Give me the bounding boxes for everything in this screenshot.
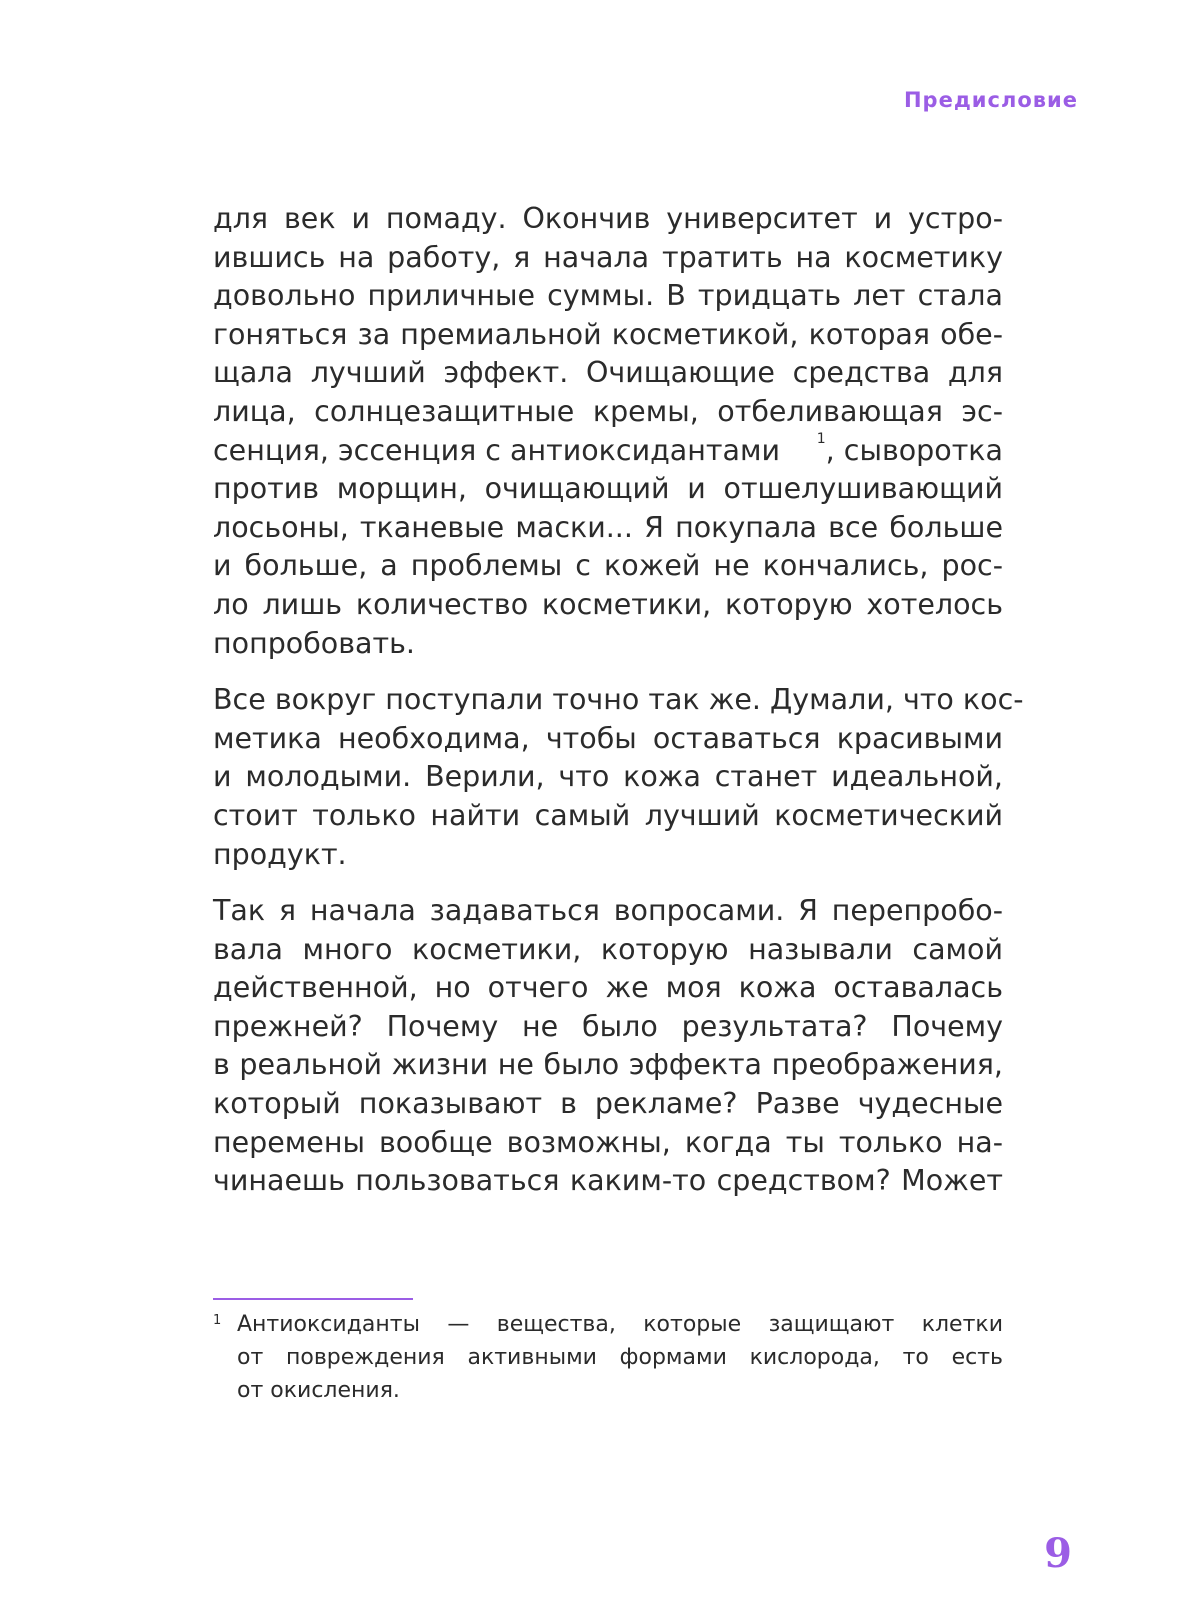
text-segment-lead: сенция, эссенция с антиоксидантами [213,433,780,467]
text-line: лица, солнцезащитные кремы, отбеливающая эс- [213,394,1003,428]
text-line: чинаешь пользоваться каким-то средством? Может [213,1164,1003,1198]
text-line: продукт. [213,837,347,871]
text-line: попробовать. [213,626,415,660]
text-line: и больше, а проблемы с кожей не кончались, рос- [213,549,1003,583]
text-line: ившись на работу, я начала тратить на косметику [213,240,1003,274]
main-text [213,200,1024,1219]
footnote [213,1308,1003,1407]
footnote-line: от повреждения активными формами кислорода, то есть [237,1345,1003,1370]
text-line: гоняться за премиальной косметикой, которая обе- [213,317,1003,351]
text-line: действенной, но отчего же моя кожа оставалась [213,971,1003,1005]
text-line: который показывают в рекламе? Разве чудесные [213,1087,1003,1121]
text-line: Все вокруг поступали точно так же. Думали, что кос- [213,683,1024,717]
text-line: щала лучший эффект. Очищающие средства для [213,356,1003,390]
text-line: метика необходима, чтобы оставаться красивыми [213,721,1003,755]
text-line: довольно приличные суммы. В тридцать лет стала [213,279,1003,313]
text-line: для век и помаду. Окончив университет и устро- [213,202,1003,235]
text-line: Так я начала задаваться вопросами. Я перепробо- [213,894,1003,928]
text-line-with-footnote [213,432,1003,471]
footnote-text [237,1308,1003,1407]
paragraph-1 [213,200,1003,663]
footnote-reference[interactable]: 1 [816,430,826,447]
paragraph-3 [213,892,1003,1201]
text-line: в реальной жизни не было эффекта преображения, [213,1048,1003,1082]
text-segment-tail: , сыворотка [825,433,1003,467]
footnote-number: 1 [213,1313,222,1328]
text-line: и молодыми. Верили, что кожа станет идеальной, [213,760,1003,794]
footnote-line: от окисления. [237,1378,400,1403]
text-segment [213,432,816,471]
text-line: ло лишь количество косметики, которую хотелось [213,587,1003,621]
text-line: стоит только найти самый лучший косметический [213,798,1003,832]
text-line: прежней? Почему не было результата? Почему [213,1009,1003,1043]
footnote-line: Антиоксиданты — вещества, которые защищают клетки [237,1312,1003,1337]
text-line: против морщин, очищающий и отшелушивающий [213,472,1003,506]
running-head-title: Предисловие [903,88,1078,112]
footnote-divider [213,1298,413,1300]
paragraph-2 [213,681,1024,874]
text-line: перемены вообще возможны, когда ты только на- [213,1125,1003,1159]
page-number: 9 [1044,1530,1072,1577]
text-line: вала много косметики, которую называли самой [213,932,1003,966]
text-line: лосьоны, тканевые маски... Я покупала все больше [213,510,1003,544]
